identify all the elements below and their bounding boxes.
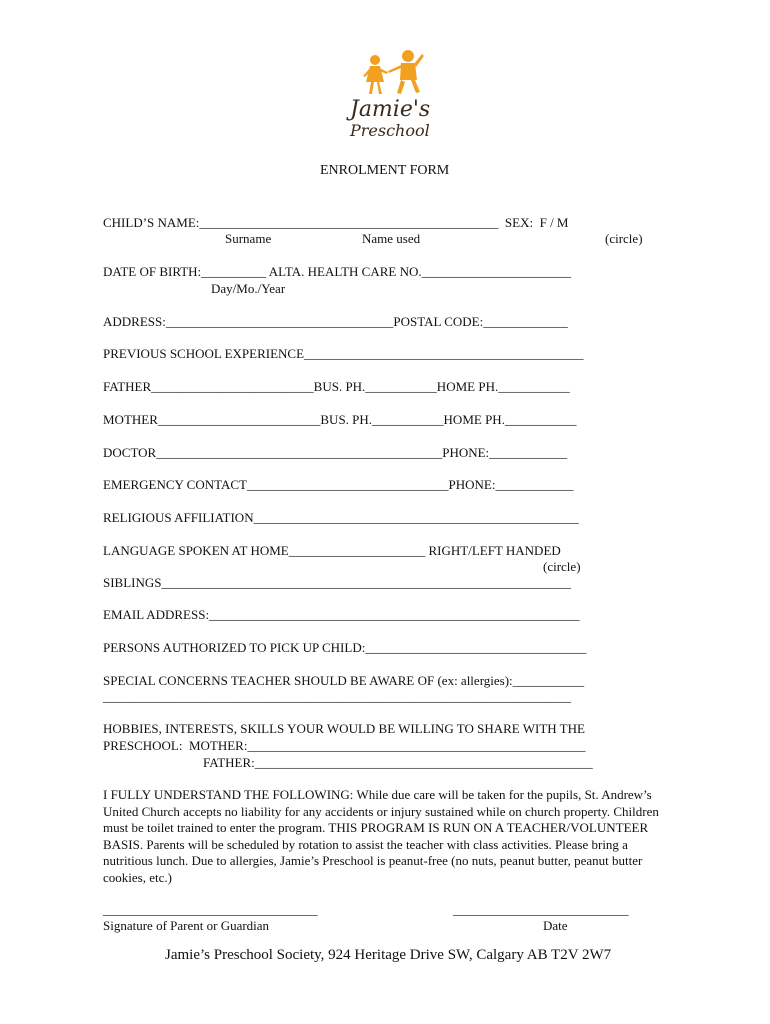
signature-label: Signature of Parent or Guardian [103,918,270,933]
liability-disclaimer: I FULLY UNDERSTAND THE FOLLOWING: While due care will be taken for the pupils, St. Andrew’s United Church accepts no liability for any accidents or injury sustained while on church property. Children must be toilet trained to enter the program. THIS PROGRAM IS RUN ON A TEACHER/VOLUNTEER BASIS. Parents will be scheduled by rotation to assist the teacher with class activities. Please bring a nutritious lunch. Due to allergies, Jamie’s Preschool is peanut-free (no nuts, peanut butter, peanut butter cookies, etc.) [103,787,659,885]
language-field[interactable]: LANGUAGE SPOKEN AT HOME_____________________ RIGHT/LEFT HANDED [103,543,561,558]
surname-hint: Surname [225,231,272,246]
emergency-contact-field[interactable]: EMERGENCY CONTACT_______________________________PHONE:____________ [103,477,574,492]
name-used-hint: Name used [362,231,421,246]
preschool-logo [344,46,444,142]
father-field[interactable]: FATHER_________________________BUS. PH.___________HOME PH.___________ [103,379,570,394]
children-logo-icon [344,46,444,142]
special-concerns-line2[interactable]: ________________________________________________________________________ [103,689,571,704]
date-label: Date [543,918,568,933]
handed-circle-hint: (circle) [543,559,581,574]
religious-affiliation-field[interactable]: RELIGIOUS AFFILIATION__________________________________________________ [103,510,579,525]
hobbies-father-field[interactable]: FATHER:____________________________________________________ [203,755,593,770]
previous-school-field[interactable]: PREVIOUS SCHOOL EXPERIENCE___________________________________________ [103,346,584,361]
special-concerns-field[interactable]: SPECIAL CONCERNS TEACHER SHOULD BE AWARE OF (ex: allergies):___________ [103,673,585,688]
signature-line[interactable]: _________________________________ [103,902,318,917]
mother-field[interactable]: MOTHER_________________________BUS. PH.___________HOME PH.___________ [103,412,577,427]
address-field[interactable]: ADDRESS:___________________________________POSTAL CODE:_____________ [103,314,568,329]
dob-format-hint: Day/Mo./Year [211,281,286,296]
date-line[interactable]: ___________________________ [453,902,629,917]
email-field[interactable]: EMAIL ADDRESS:_________________________________________________________ [103,607,580,622]
child-name-field[interactable]: CHILD’S NAME:______________________________________________ SEX: F / M [103,215,569,230]
svg-text:Preschool: Preschool [350,121,430,140]
hobbies-heading: HOBBIES, INTERESTS, SKILLS YOUR WOULD BE WILLING TO SHARE WITH THE [103,721,585,736]
dob-field[interactable]: DATE OF BIRTH:__________ ALTA. HEALTH CARE NO._______________________ [103,264,572,279]
sex-circle-hint: (circle) [605,231,643,246]
hobbies-mother-field[interactable]: PRESCHOOL: MOTHER:____________________________________________________ [103,738,586,753]
pickup-persons-field[interactable]: PERSONS AUTHORIZED TO PICK UP CHILD:__________________________________ [103,640,587,655]
svg-text:Jamie's: Jamie's [350,97,431,122]
doctor-field[interactable]: DOCTOR____________________________________________PHONE:____________ [103,445,568,460]
siblings-field[interactable]: SIBLINGS_______________________________________________________________ [103,575,572,590]
form-title: ENROLMENT FORM [320,163,450,178]
footer-address: Jamie’s Preschool Society, 924 Heritage Drive SW, Calgary AB T2V 2W7 [165,947,612,963]
